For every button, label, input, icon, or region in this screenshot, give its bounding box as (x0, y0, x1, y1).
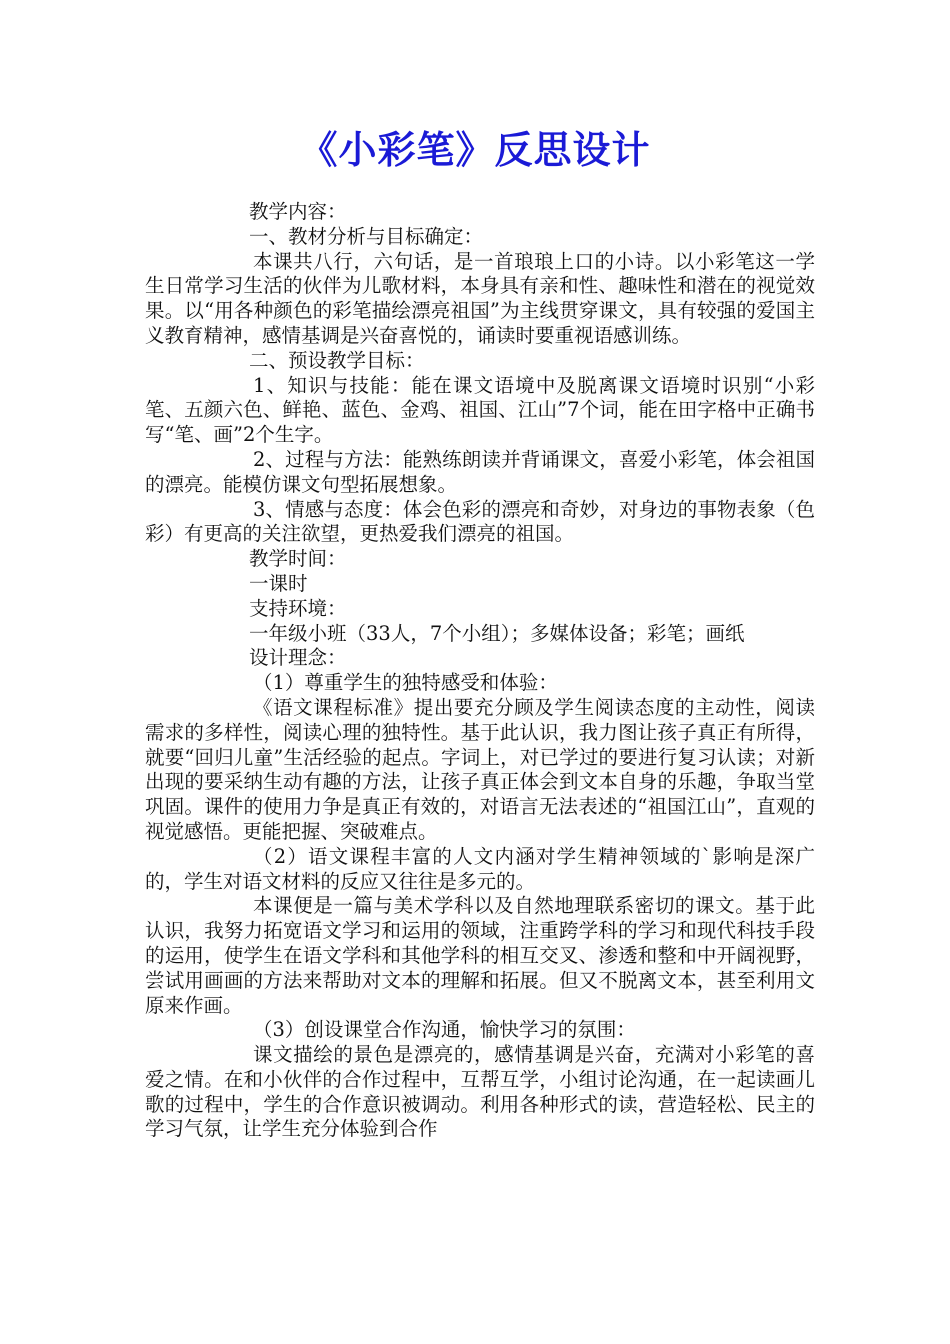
paragraph-p13: 《语文课程标准》提出要充分顾及学生阅读态度的主动性，阅读需求的多样性，阅读心理的独特性。基于此认识，我力图让孩子真正有所得，就要“回归儿童”生活经验的起点。字词上，对已学过的要进行复习认读；对新出现的要采纳生动有趣的方法，让孩子真正体会到文本自身的乐趣，争取当堂巩固。课件的使用力争是真正有效的，对语言无法表述的“祖国江山”，直观的视觉感悟。更能把握、突破难点。 (145, 695, 815, 843)
paragraph-p4: 1、知识与技能：能在课文语境中及脱离课文语境时识别“小彩笔、五颜六色、鲜艳、蓝色、金鸡、祖国、江山”7个词，能在田字格中正确书写“笔、画”2个生字。 (145, 373, 815, 447)
paragraph-p11: 设计理念： (249, 646, 347, 670)
paragraph-p17: 课文描绘的景色是漂亮的，感情基调是兴奋，充满对小彩笔的喜爱之情。在和小伙伴的合作过程中，互帮互学，小组讨论沟通，在一起读画儿歌的过程中，学生的合作意识被调动。利用各种形式的读，营造轻松、民主的学习气氛，让学生充分体验到合作 (145, 1043, 815, 1141)
document-title: 《小彩笔》反思设计 (299, 128, 651, 172)
paragraph-p1: 一、教材分析与目标确定： (249, 224, 484, 248)
paragraph-p12: （1）尊重学生的独特感受和体验： (253, 671, 558, 695)
paragraph-p2: 本课共八行，六句话，是一首琅琅上口的小诗。以小彩笔这一学生日常学习生活的伙伴为儿歌材料，本身具有亲和性、趣味性和潜在的视觉效果。以“用各种颜色的彩笔描绘漂亮祖国”为主线贯穿课文，具有较强的爱国主义教育精神，感情基调是兴奋喜悦的，诵读时要重视语感训练。 (145, 249, 815, 347)
document-body (145, 200, 815, 1142)
paragraph-p7: 教学时间： (249, 547, 347, 571)
paragraph-p0: 教学内容： (249, 200, 347, 223)
paragraph-p6: 3、情感与态度：体会色彩的漂亮和奇妙，对身边的事物表象（色彩）有更高的关注欲望，更热爱我们漂亮的祖国。 (145, 497, 815, 546)
paragraph-p9: 支持环境： (249, 596, 347, 620)
paragraph-p10: 一年级小班（33人，7个小组）；多媒体设备；彩笔；画纸 (249, 621, 745, 645)
paragraph-p15: 本课便是一篇与美术学科以及自然地理联系密切的课文。基于此认识，我努力拓宽语文学习和运用的领域，注重跨学科的学习和现代科技手段的运用，使学生在语文学科和其他学科的相互交叉、渗透和整和中开阔视野，尝试用画画的方法来帮助对文本的理解和拓展。但又不脱离文本，甚至利用文原来作画。 (145, 894, 815, 1017)
paragraph-p5: 2、过程与方法：能熟练朗读并背诵课文，喜爱小彩笔，体会祖国的漂亮。能模仿课文句型拓展想象。 (145, 447, 815, 496)
paragraph-p3: 二、预设教学目标： (249, 348, 425, 372)
paragraph-p8: 一课时 (249, 571, 308, 595)
paragraph-p14: （2）语文课程丰富的人文内涵对学生精神领域的`影响是深广的，学生对语文材料的反应又往往是多元的。 (145, 844, 815, 893)
paragraph-p16: （3）创设课堂合作沟通，愉快学习的氛围： (253, 1018, 636, 1042)
